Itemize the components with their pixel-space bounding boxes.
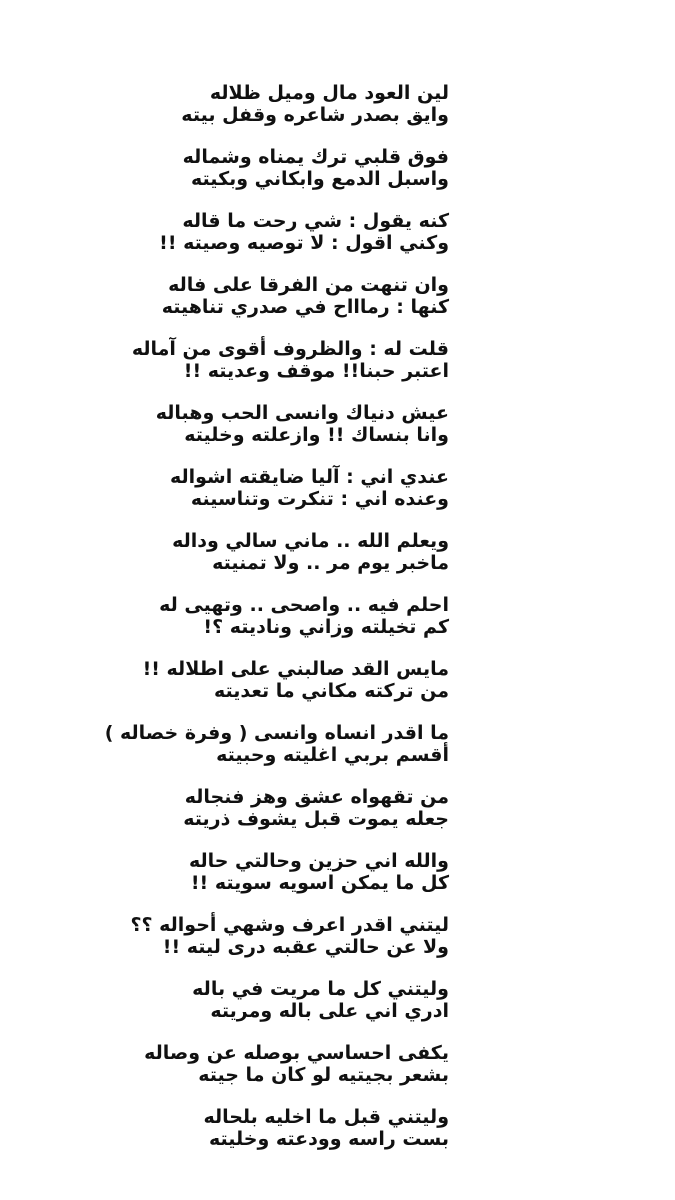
verse-line: ماخبر يوم مر .. ولا تمنيته bbox=[212, 552, 449, 574]
stanza bbox=[0, 1042, 675, 1106]
verse-line: وليتني كل ما مريت في باله bbox=[192, 978, 449, 1000]
verse-line: احلم فيه .. واصحى .. وتهيى له bbox=[159, 594, 449, 616]
verse-line: كنه يقول : شي رحت ما قاله bbox=[182, 210, 449, 232]
verse-line: لين العود مال وميل ظلاله bbox=[209, 82, 449, 104]
stanza bbox=[0, 402, 675, 466]
verse-line: من تقهواه عشق وهز فنجاله bbox=[184, 786, 449, 808]
verse-line: قلت له : والظروف أقوى من آماله bbox=[131, 338, 449, 360]
verse-line: ولا عن حالتي عقبه درى ليته !! bbox=[162, 936, 449, 958]
stanza bbox=[0, 914, 675, 978]
verse-line: اعتبر حبنا!! موقف وعديته !! bbox=[183, 360, 449, 382]
verse-line: فوق قلبي ترك يمناه وشماله bbox=[182, 146, 449, 168]
verse-line: أقسم بربي اغليته وحبيته bbox=[216, 744, 449, 766]
stanza bbox=[0, 594, 675, 658]
stanza bbox=[0, 146, 675, 210]
stanza bbox=[0, 978, 675, 1042]
verse-line: وكني اقول : لا توصيه وصيته !! bbox=[159, 232, 449, 254]
stanza bbox=[0, 850, 675, 914]
verse-line: ليتني اقدر اعرف وشهي أحواله ؟؟ bbox=[130, 914, 449, 936]
verse-line: كم تخيلته وزاني وناديته ؟! bbox=[203, 616, 449, 638]
verse-line: كنها : رماااح في صدري تناهيته bbox=[161, 296, 449, 318]
verse-line: وعنده اني : تنكرت وتناسينه bbox=[190, 488, 449, 510]
verse-line: ما اقدر انساه وانسى ( وفرة خصاله ) bbox=[104, 722, 449, 744]
verse-line: عندي اني : آليا ضايقته اشواله bbox=[169, 466, 449, 488]
stanza bbox=[0, 274, 675, 338]
stanza bbox=[0, 210, 675, 274]
verse-line: عيش دنياك وانسى الحب وهباله bbox=[155, 402, 449, 424]
stanza bbox=[0, 466, 675, 530]
verse-line: وليتني قبل ما اخليه بلحاله bbox=[203, 1106, 449, 1128]
verse-line: والله اني حزين وحالتي حاله bbox=[188, 850, 449, 872]
stanza bbox=[0, 1106, 675, 1170]
stanza bbox=[0, 786, 675, 850]
verse-line: ادري اني على باله ومريته bbox=[210, 1000, 449, 1022]
verse-line: واسبل الدمع وابكاني وبكيته bbox=[191, 168, 449, 190]
verse-line: بست راسه وودعته وخليته bbox=[208, 1128, 449, 1150]
stanza bbox=[0, 722, 675, 786]
verse-line: من تركته مكاني ما تعديته bbox=[213, 680, 449, 702]
verse-line: يكفى احساسي بوصله عن وصاله bbox=[144, 1042, 449, 1064]
verse-line: كل ما يمكن اسويه سويته !! bbox=[190, 872, 449, 894]
verse-line: وانا بنساك !! وازعلته وخليته bbox=[184, 424, 449, 446]
verse-line: جعله يموت قبل يشوف ذريته bbox=[183, 808, 449, 830]
verse-line: وان تنهت من الفرقا على فاله bbox=[168, 274, 449, 296]
verse-line: ويعلم الله .. ماني سالي وداله bbox=[172, 530, 449, 552]
verse-line: بشعر بجيتيه لو كان ما جيته bbox=[198, 1064, 449, 1086]
stanza bbox=[0, 338, 675, 402]
verse-line: مايس القد صالبني على اطلاله !! bbox=[142, 658, 449, 680]
stanza bbox=[0, 658, 675, 722]
verse-line: وايق بصدر شاعره وقفل بيته bbox=[181, 104, 449, 126]
stanza bbox=[0, 530, 675, 594]
stanza bbox=[0, 82, 675, 146]
poem bbox=[0, 82, 675, 1170]
